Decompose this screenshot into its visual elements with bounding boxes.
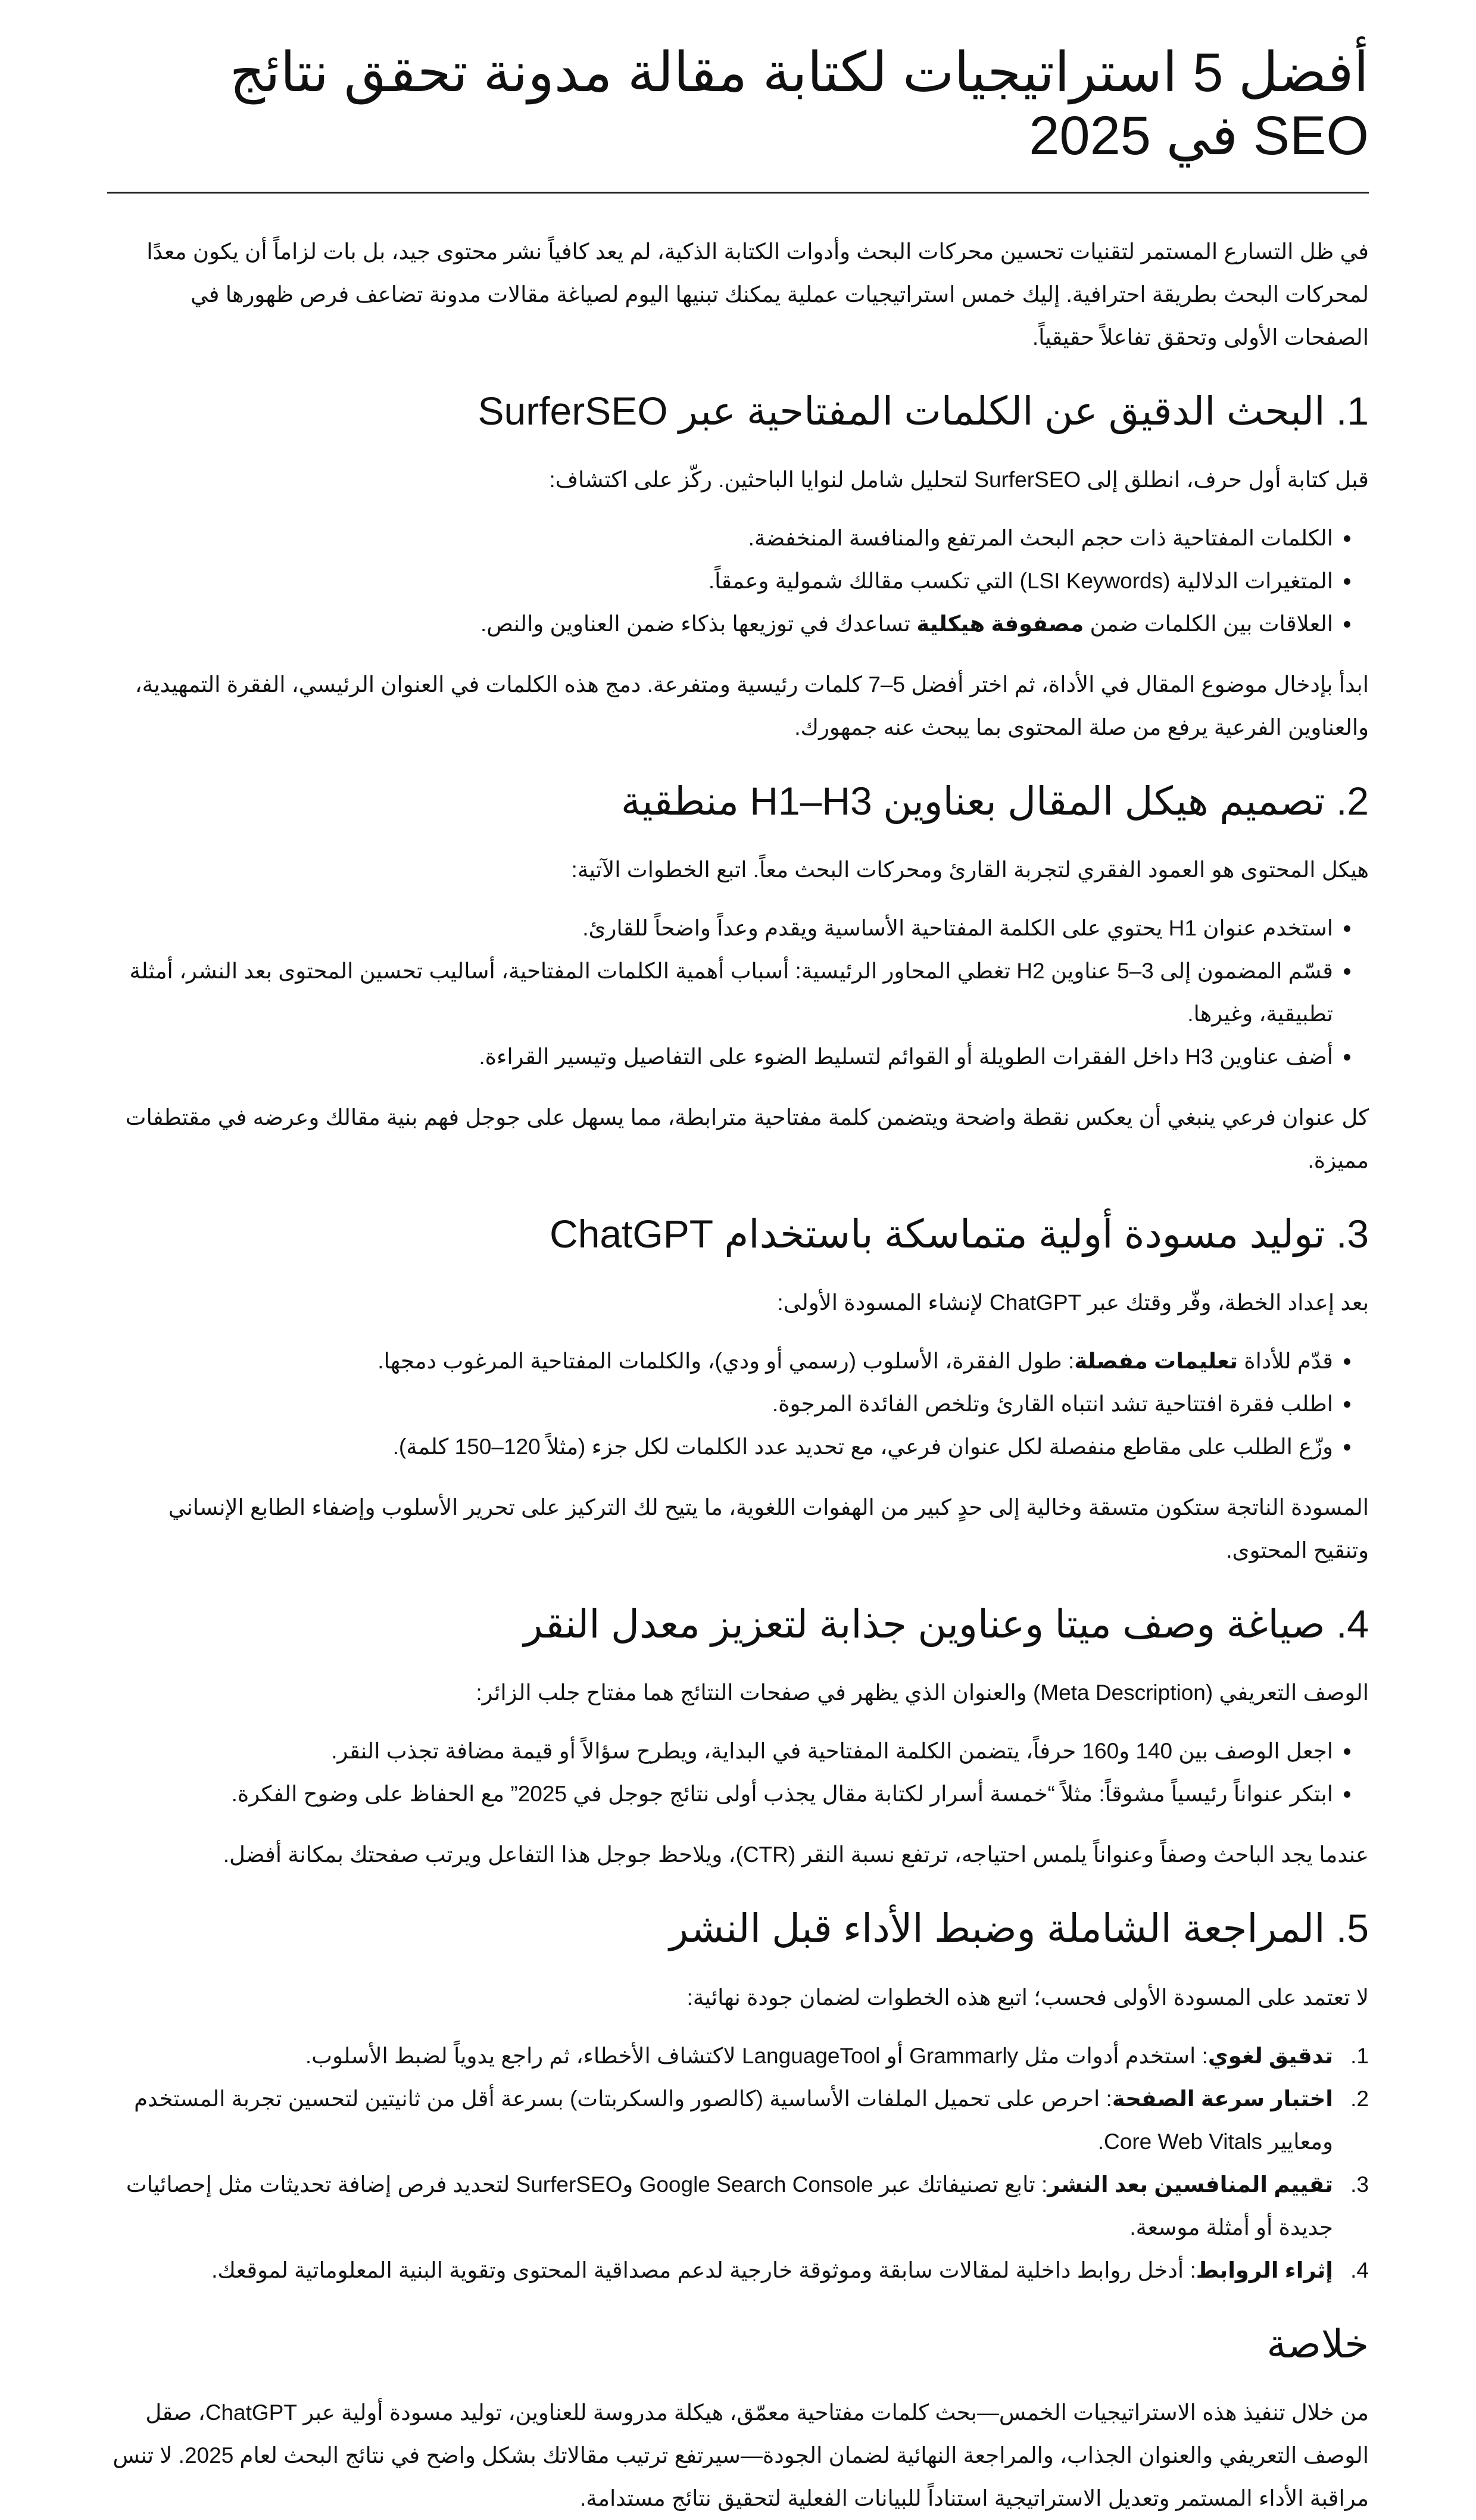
section-lead: الوصف التعريفي (Meta Description) والعنوان الذي يظهر في صفحات النتائج هما مفتاح جلب الزائر:	[476, 1680, 1369, 1705]
section-3	[107, 1211, 1369, 1572]
section-lead: قبل كتابة أول حرف، انطلق إلى SurferSEO لتحليل شامل لنوايا الباحثين. ركّز على اكتشاف:	[549, 467, 1369, 492]
section-4	[107, 1601, 1369, 1876]
conclusion-section	[107, 2321, 1369, 2520]
section-heading: 3. توليد مسودة أولية متماسكة باستخدام ChatGPT	[549, 1211, 1369, 1256]
bullet-list	[107, 517, 1369, 645]
page-title: أفضل 5 استراتيجيات لكتابة مقالة مدونة تحقق نتائج SEO في 2025	[107, 42, 1369, 194]
section-summary: ابدأ بإدخال موضوع المقال في الأداة، ثم اختر أفضل 5–7 كلمات رئيسية ومتفرعة. دمج هذه الكلمات في العنوان الرئيسي، الفقرة التمهيدية، والعناوين الفرعية يرفع من صلة المحتوى بما يبحث عنه جمهورك.	[135, 672, 1369, 740]
section-lead: بعد إعداد الخطة، وفّر وقتك عبر ChatGPT لإنشاء المسودة الأولى:	[777, 1290, 1369, 1315]
bold-term: اختبار سرعة الصفحة	[1112, 2086, 1333, 2111]
bullet-list	[107, 1730, 1369, 1816]
section-2	[107, 778, 1369, 1182]
bold-term: تدقيق لغوي	[1207, 2043, 1333, 2068]
list-item: • العلاقات بين الكلمات ضمن مصفوفة هيكلية تساعدك في توزيعها بذكاء ضمن العناوين والنص.	[107, 603, 1333, 645]
list-item: 3. تقييم المنافسين بعد النشر: تابع تصنيفاتك عبر Google Search Console وSurferSEO لتحديد فرص إضافة تحديثات مثل إحصائيات جديدة أو أمثلة موسعة.	[126, 2172, 1369, 2240]
intro-paragraph: في ظل التسارع المستمر لتقنيات تحسين محركات البحث وأدوات الكتابة الذكية، لم يعد كافياً نشر محتوى جيد، بل بات لزاماً أن يكون معدًا لمحركات البحث بطريقة احترافية. إليك خمس استراتيجيات عملية يمكنك تبنيها اليوم لصياغة مقالات مدونة تضاعف فرص ظهورها في الصفحات الأولى وتحقق تفاعلاً حقيقياً.	[146, 239, 1369, 350]
section-heading: 4. صياغة وصف ميتا وعناوين جذابة لتعزيز معدل النقر	[523, 1602, 1369, 1646]
list-item: • استخدم عنوان H1 يحتوي على الكلمة المفتاحية الأساسية ويقدم وعداً واضحاً للقارئ.	[107, 907, 1333, 950]
section-summary: كل عنوان فرعي ينبغي أن يعكس نقطة واضحة ويتضمن كلمة مفتاحية مترابطة، مما يسهل على جوجل فهم بنية مقالك وعرضه في مقتطفات مميزة.	[125, 1105, 1369, 1172]
list-item: • المتغيرات الدلالية (LSI Keywords) التي تكسب مقالك شمولية وعمقاً.	[107, 560, 1333, 603]
list-item: • قسّم المضمون إلى 3–5 عناوين H2 تغطي المحاور الرئيسية: أسباب أهمية الكلمات المفتاحية، أساليب تحسين المحتوى بعد النشر، أمثلة تطبيقية، وغيرها.	[107, 950, 1333, 1036]
bold-term: إثراء الروابط	[1196, 2257, 1333, 2282]
list-item: • ابتكر عنواناً رئيسياً مشوقاً: مثلاً “خمسة أسرار لكتابة مقال يجذب أولى نتائج جوجل في 2025” مع الحفاظ على وضوح الفكرة.	[107, 1773, 1333, 1816]
section-heading: 1. البحث الدقيق عن الكلمات المفتاحية عبر SurferSEO	[478, 388, 1369, 433]
section-summary: عندما يجد الباحث وصفاً وعنواناً يلمس احتياجه، ترتفع نسبة النقر (CTR)، ويلاحظ جوجل هذا التفاعل ويرتب صفحتك بمكانة أفضل.	[223, 1842, 1369, 1867]
bold-term: تعليمات مفصلة	[1074, 1349, 1238, 1374]
list-item: • اطلب فقرة افتتاحية تشد انتباه القارئ وتلخص الفائدة المرجوة.	[107, 1383, 1333, 1426]
list-item: • اجعل الوصف بين 140 و160 حرفاً، يتضمن الكلمة المفتاحية في البداية، ويطرح سؤالاً أو قيمة مضافة تجذب النقر.	[107, 1730, 1333, 1773]
bold-term: تقييم المنافسين بعد النشر	[1047, 2172, 1333, 2197]
list-item: • أضف عناوين H3 داخل الفقرات الطويلة أو القوائم لتسليط الضوء على التفاصيل وتيسير القراءة.	[107, 1036, 1333, 1078]
list-item: 2. اختبار سرعة الصفحة: احرص على تحميل الملفات الأساسية (كالصور والسكربتات) بسرعة أقل من ثانيتين لتحسين تجربة المستخدم ومعايير Core Web Vitals.	[134, 2086, 1369, 2154]
section-heading: 5. المراجعة الشاملة وضبط الأداء قبل النشر	[669, 1906, 1369, 1951]
section-heading: خلاصة	[1266, 2321, 1369, 2366]
section-1	[107, 388, 1369, 749]
section-lead: لا تعتمد على المسودة الأولى فحسب؛ اتبع هذه الخطوات لضمان جودة نهائية:	[686, 1985, 1369, 2010]
list-item: 1. تدقيق لغوي: استخدم أدوات مثل Grammarly أو LanguageTool لاكتشاف الأخطاء، ثم راجع يدوياً لضبط الأسلوب.	[305, 2043, 1369, 2068]
conclusion-paragraph: من خلال تنفيذ هذه الاستراتيجيات الخمس—بحث كلمات مفتاحية معمّق، هيكلة مدروسة للعناوين، توليد مسودة أولية عبر ChatGPT، صقل الوصف التعريفي والعنوان الجذاب، والمراجعة النهائية لضمان الجودة—سيرتفع ترتيب مقالاتك بشكل واضح في نتائج البحث لعام 2025. لا تنس مراقبة الأداء المستمر وتعديل الاستراتيجية استناداً للبيانات الفعلية لتحقيق نتائج مستدامة.	[113, 2400, 1369, 2510]
numbered-list	[107, 2035, 1369, 2292]
list-item: • قدّم للأداة تعليمات مفصلة: طول الفقرة، الأسلوب (رسمي أو ودي)، والكلمات المفتاحية المرغوب دمجها.	[107, 1340, 1333, 1383]
list-item: • الكلمات المفتاحية ذات حجم البحث المرتفع والمنافسة المنخفضة.	[107, 517, 1333, 560]
section-5	[107, 1905, 1369, 2291]
bullet-list	[107, 1340, 1369, 1468]
list-item: • وزّع الطلب على مقاطع منفصلة لكل عنوان فرعي، مع تحديد عدد الكلمات لكل جزء (مثلاً 120–150 كلمة).	[107, 1426, 1333, 1468]
list-item: 4. إثراء الروابط: أدخل روابط داخلية لمقالات سابقة وموثوقة خارجية لدعم مصداقية المحتوى وتقوية البنية المعلوماتية لموقعك.	[211, 2257, 1369, 2282]
section-heading: 2. تصميم هيكل المقال بعناوين H1–H3 منطقية	[620, 778, 1369, 823]
bold-term: مصفوفة هيكلية	[916, 611, 1084, 636]
section-lead: هيكل المحتوى هو العمود الفقري لتجربة القارئ ومحركات البحث معاً. اتبع الخطوات الآتية:	[571, 857, 1369, 882]
bullet-list	[107, 907, 1369, 1078]
section-summary: المسودة الناتجة ستكون متسقة وخالية إلى حدٍ كبير من الهفوات اللغوية، ما يتيح لك التركيز على تحرير الأسلوب وإضفاء الطابع الإنساني وتنقيح المحتوى.	[168, 1495, 1369, 1563]
